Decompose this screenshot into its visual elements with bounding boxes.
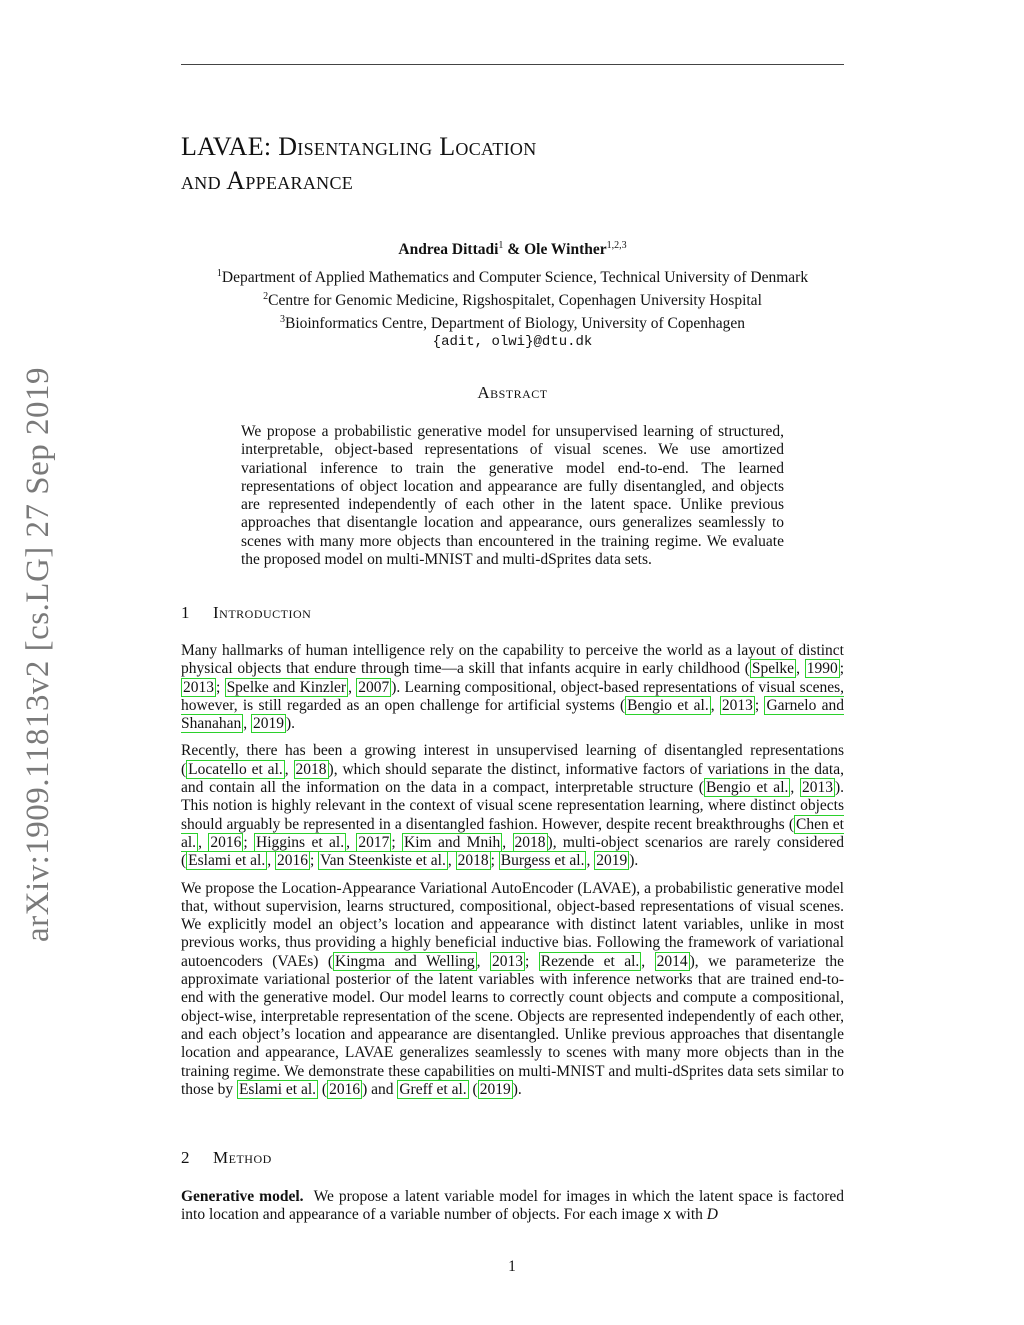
paper-title <box>181 130 844 198</box>
citation-link[interactable]: 2007 <box>358 678 390 696</box>
method-body <box>181 1188 844 1234</box>
author-2-affil: 1,2,3 <box>606 240 627 251</box>
citation-link[interactable]: Spelke and Kinzler <box>226 678 347 696</box>
title-line-1: LAVAE: Disentangling Location <box>181 132 537 161</box>
citation-link[interactable]: Higgins et al. <box>256 833 345 851</box>
math-D: D <box>706 1206 718 1224</box>
citation-link[interactable]: 2013 <box>492 952 523 970</box>
abstract-text: We propose a probabilistic generative model for unsupervised learning of structured, interpretable, object-based representations of visual scenes. We use amortized variational inference to train the generative model end-to-end. The learned representations of object location and appearance are fully disentangled, and objects are represented independently of each other in the latent space. Unlike previous approaches that disentangle location and appearance, ours generalizes seamlessly to scenes with many more objects than encountered in the training regime. We evaluate the proposed model on multi-MNIST and multi-dSprites data sets. <box>241 423 784 569</box>
citation-link[interactable]: Eslami et al. <box>188 852 266 870</box>
citation-link[interactable]: Burgess et al. <box>500 852 585 870</box>
citation-link[interactable]: Locatello et al. <box>188 760 283 778</box>
arxiv-stamp: arXiv:1909.11813v2 [cs.LG] 27 Sep 2019 <box>20 366 56 942</box>
citation-link[interactable]: 2013 <box>721 696 753 714</box>
page-number: 1 <box>508 1258 516 1275</box>
citation-link[interactable]: 2014 <box>656 952 688 970</box>
title-line-2: and Appearance <box>181 166 354 195</box>
citation-link[interactable]: Garnelo and Shanahan <box>181 696 844 733</box>
citation-link[interactable]: 2019 <box>479 1080 511 1098</box>
citation-link[interactable]: Bengio et al. <box>627 696 709 714</box>
runin-heading: Generative model. <box>181 1188 304 1205</box>
affiliation-2: $^2$Centre for Genomic Medicine, Rigshospitalet, Copenhagen University Hospital <box>263 291 762 310</box>
section-1-heading <box>181 603 311 623</box>
affiliation-1: $^1$Department of Applied Mathematics and Computer Science, Technical University of Denmark <box>216 268 809 287</box>
author-line <box>181 240 844 259</box>
intro-paragraph-2: Recently, there has been a growing interest in unsupervised learning of disentangled representations ( Locatello et al. , 2018 ), which should separate the distinct, informative factors of variations in the data, and contain all the information on the data in a compact, interpretable structure ( Bengio et al. , 2013 ). This notion is highly relevant in the context of visual scene representation learning, where distinct objects should arguably be represented in a disentangled fashion. However, despite recent breakthroughs ( Chen et al. , 2016 ; Higgins et al. , 2017 ; Kim and Mnih , 2018 ), multi-object scenarios are rarely considered ( Eslami et al. , 2016 ; Van Steenkiste et al. , 2018 ; Burgess et al. , 2019 ). <box>181 742 845 870</box>
citation-link[interactable]: 2018 <box>295 760 327 778</box>
method-paragraph-1: Generative model. We propose a latent variable model for images in which the latent space is factored into location and appearance of a variable number of objects. For each image x with D <box>181 1188 844 1224</box>
citation-link[interactable]: 2018 <box>457 852 489 870</box>
citation-link[interactable]: 2013 <box>183 678 214 696</box>
citation-link[interactable]: Rezende et al. <box>540 952 640 970</box>
citation-link[interactable]: 2018 <box>514 833 546 851</box>
citation-link[interactable]: 2013 <box>801 779 833 797</box>
author-2: & Ole Winther <box>507 241 607 259</box>
affiliations <box>181 264 844 352</box>
citation-link[interactable]: Greff et al. <box>399 1080 467 1098</box>
section-1-title: Introduction <box>213 603 312 622</box>
section-2-heading <box>181 1148 272 1168</box>
affiliation-3: $^3$Bioinformatics Centre, Department of Biology, University of Copenhagen <box>279 314 746 333</box>
intro-paragraph-3: We propose the Location-Appearance Variational AutoEncoder (LAVAE), a probabilistic generative model that, without supervision, learns structured, compositional, object-based representations of visual scenes. We explicitly model an object’s location and appearance with distinct latent variables, unlike in most previous works, thus providing a highly beneficial inductive bias. Following the framework of variational autoencoders (VAEs) ( Kingma and Welling , 2013 ; Rezende et al. , 2014 ), we parameterize the approximate variational posterior of the latent variables with inference networks that are trained end-to-end with the generative model. Our model learns to correctly count objects and compute a compositional, object-wise, interpretable representation of the scene. Objects are represented independently of each other, and each object’s location and appearance are disentangled. Unlike previous approaches that disentangle location and appearance, LAVAE generalizes seamlessly to scenes with many more objects than in the training regime. We demonstrate these capabilities on multi-MNIST and multi-dSprites data sets similar to those by Eslami et al. ( 2016 ) and Greff et al. ( 2019 ). <box>181 879 844 1098</box>
citation-link[interactable]: Kingma and Welling <box>335 952 475 970</box>
citation-link[interactable]: Spelke <box>751 660 795 678</box>
citation-link[interactable]: Kim and Mnih <box>404 833 501 851</box>
citation-link[interactable]: 2019 <box>253 715 285 733</box>
citation-link[interactable]: 2017 <box>358 833 390 851</box>
citation-link[interactable]: 1990 <box>806 660 838 678</box>
section-2-title: Method <box>213 1148 272 1167</box>
top-rule <box>181 64 844 65</box>
author-1-affil: 1 <box>498 240 504 251</box>
citation-link[interactable]: Bengio et al. <box>705 779 789 797</box>
introduction-body <box>181 642 844 1108</box>
email: {adit, olwi}@dtu.dk <box>432 334 593 351</box>
section-1-number: 1 <box>181 603 190 622</box>
citation-link[interactable]: 2016 <box>276 852 308 870</box>
author-1: Andrea Dittadi <box>398 241 499 259</box>
citation-link[interactable]: 2019 <box>596 852 628 870</box>
citation-link[interactable]: 2016 <box>329 1080 361 1098</box>
math-x: x <box>663 1207 672 1224</box>
citation-link[interactable]: 2016 <box>210 833 242 851</box>
intro-paragraph-1: Many hallmarks of human intelligence rely on the capability to perceive the world as a layout of distinct physical objects that endure through time—a skill that infants acquire in early childhood ( Spelke , 1990 ; 2013 ; Spelke and Kinzler , 2007 ). Learning compositional, object-based representations of visual scenes, however, is still regarded as an open challenge for artificial systems ( Bengio et al. , 2013 ; Garnelo and Shanahan , 2019 ). <box>181 642 845 733</box>
abstract-heading: Abstract <box>477 383 548 402</box>
citation-link[interactable]: Chen et al. <box>181 815 844 851</box>
citation-link[interactable]: Van Steenkiste et al. <box>320 852 446 870</box>
citation-link[interactable]: Eslami et al. <box>238 1080 317 1098</box>
section-2-number: 2 <box>181 1148 190 1167</box>
